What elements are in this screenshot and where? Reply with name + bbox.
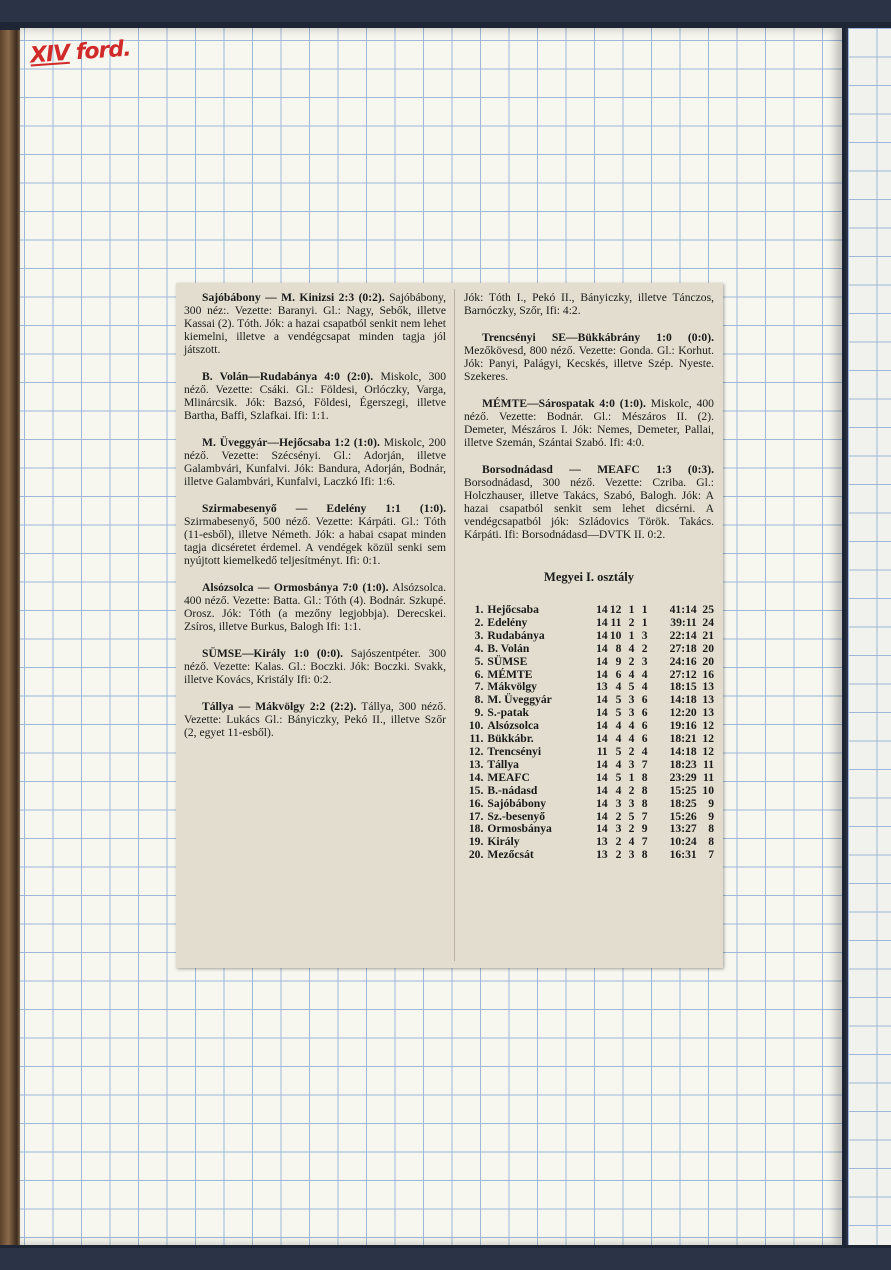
match-text: Miskolc, 300 néző. Vezette: Csáki. Gl.: Földesi, Orlóczky, Varga, Mlinárcsik. Jók: Bazsó, Földesi, Égerszegi, illetve Bartha, Baffi, Szlafkai. Ifi: 1:1. <box>184 370 446 422</box>
standings-w-cell: 4 <box>615 719 622 733</box>
standings-l-cell: 9 <box>641 822 648 836</box>
standings-w-cell: 8 <box>615 641 622 655</box>
match-text: Sajószentpéter. 300 néző. Vezette: Kalas. Gl.: Boczki. Jók: Boczki. Svakk, illetve Kovács, Kristály Ifi: 0:2. <box>184 647 446 686</box>
standings-p-cell: 14 <box>596 628 608 642</box>
match-report-continued <box>464 291 714 317</box>
standings-team-cell: Sajóbábony <box>487 796 547 810</box>
standings-rank-cell: 16. <box>468 796 484 810</box>
standings-rank-cell: 3. <box>474 628 484 642</box>
standings-l-cell: 4 <box>641 667 648 681</box>
standings-goals-cell: 24:16 <box>669 654 697 668</box>
newspaper-clipping <box>176 283 723 968</box>
table-row <box>464 604 714 617</box>
match-report <box>184 647 446 686</box>
standings-team-cell: Rudabánya <box>487 628 545 642</box>
standings-l-cell: 1 <box>641 603 648 616</box>
standings-d-cell: 2 <box>628 744 635 758</box>
standings-pts-cell: 24 <box>702 615 714 629</box>
standings-w-cell: 5 <box>615 770 622 784</box>
standings-team-cell: M. Üveggyár <box>487 693 552 707</box>
standings-p-cell: 14 <box>596 654 608 668</box>
standings-p-cell: 14 <box>596 641 608 655</box>
standings-d-cell: 3 <box>628 848 635 862</box>
standings-goals-cell: 19:16 <box>669 719 697 733</box>
standings-d-cell: 4 <box>628 719 635 733</box>
standings-l-cell: 6 <box>641 732 648 746</box>
standings-p-cell: 14 <box>596 719 608 733</box>
standings-rank-cell: 19. <box>468 835 484 849</box>
next-page-edge <box>846 28 891 1245</box>
match-report <box>184 700 446 739</box>
standings-d-cell: 3 <box>628 757 635 771</box>
standings-goals-cell: 18:21 <box>669 732 697 746</box>
match-report <box>464 397 714 449</box>
column-divider <box>454 289 455 961</box>
standings-title: Megyei I. osztály <box>544 570 634 584</box>
table-row <box>464 785 714 798</box>
standings-p-cell: 13 <box>596 835 608 849</box>
standings-w-cell: 12 <box>609 603 622 616</box>
handwritten-word: ford. <box>74 36 132 66</box>
match-text: Sajóbábony, 300 néz:. Vezette: Baranyi. Gl.: Nagy, Sebők, illetve Kassai (2). Tóth. Jók: a hazai csapatból senkit nem lehet kiemelni, illetve a vendégcsapat minden tagja jól játszott. <box>184 291 446 356</box>
standings-pts-cell: 7 <box>708 848 714 862</box>
standings-p-cell: 14 <box>596 770 608 784</box>
standings-goals-cell: 23:29 <box>669 770 697 784</box>
standings-d-cell: 4 <box>628 667 635 681</box>
standings-l-cell: 6 <box>641 693 648 707</box>
standings-goals-cell: 15:25 <box>669 783 697 797</box>
standings-pts-cell: 13 <box>702 680 714 694</box>
standings-team-cell: B. Volán <box>487 641 530 655</box>
standings-team-cell: MÉMTE <box>487 667 533 681</box>
match-heading: Borsodnádasd — MEAFC 1:3 (0:3). <box>482 463 714 476</box>
match-report <box>184 370 446 422</box>
standings-goals-cell: 10:24 <box>669 835 697 849</box>
standings-table <box>464 604 714 862</box>
standings-p-cell: 14 <box>596 603 608 616</box>
standings-goals-cell: 41:14 <box>669 603 697 616</box>
table-row <box>464 759 714 772</box>
standings-p-cell: 14 <box>596 615 608 629</box>
standings-rank-cell: 5. <box>474 654 484 668</box>
standings-l-cell: 3 <box>641 628 648 642</box>
standings-p-cell: 14 <box>596 809 608 823</box>
standings-d-cell: 3 <box>628 796 635 810</box>
standings-pts-cell: 10 <box>702 783 714 797</box>
standings-team-cell: Edelény <box>487 615 528 629</box>
standings-rank-cell: 8. <box>474 693 484 707</box>
table-row <box>464 617 714 630</box>
standings-rank-cell: 1. <box>474 603 484 616</box>
standings-pts-cell: 11 <box>703 770 714 784</box>
standings-goals-cell: 27:12 <box>669 667 697 681</box>
standings-w-cell: 2 <box>615 835 622 849</box>
standings-p-cell: 11 <box>596 744 608 758</box>
standings-d-cell: 2 <box>628 822 635 836</box>
standings-team-cell: Trencsényi <box>487 744 542 758</box>
standings-rank-cell: 18. <box>468 822 484 836</box>
match-report <box>184 502 446 567</box>
standings-team-cell: Király <box>487 835 520 849</box>
table-row <box>464 772 714 785</box>
standings-team-cell: Tállya <box>487 757 519 771</box>
standings-l-cell: 6 <box>641 706 648 720</box>
standings-w-cell: 4 <box>615 783 622 797</box>
standings-w-cell: 5 <box>615 744 622 758</box>
standings-goals-cell: 18:15 <box>669 680 697 694</box>
standings-w-cell: 2 <box>615 848 622 862</box>
match-heading: Trencsényi SE—Bükkábrány 1:0 (0:0). <box>482 331 714 344</box>
standings-pts-cell: 9 <box>708 809 714 823</box>
standings-l-cell: 7 <box>641 757 648 771</box>
standings-d-cell: 4 <box>628 835 635 849</box>
match-text: Jók: Tóth I., Pekó II., Bányiczky, illetve Tánczos, Barnóczky, Szőr, Ifi: 4:2. <box>464 291 714 317</box>
standings-goals-cell: 22:14 <box>669 628 697 642</box>
match-text: Mezőkövesd, 800 néző. Vezette: Gonda. Gl.: Korhut. Jók: Panyi, Palágyi, Kecskés, illetve Szép. Nyeste. Szekeres. <box>464 344 714 383</box>
standings-p-cell: 14 <box>596 757 608 771</box>
standings-l-cell: 6 <box>641 719 648 733</box>
standings-pts-cell: 16 <box>702 667 714 681</box>
standings-pts-cell: 20 <box>702 641 714 655</box>
match-heading: Sajóbábony — M. Kinizsi 2:3 (0:2). <box>202 291 385 304</box>
match-text: Alsózsolca. 400 néző. Vezette: Batta. Gl.: Tóth (4). Bodnár. Szkupé. Orosz. Jók: Tóth (a mezőny legjobbja). Derecskei. Zsíros, illetve Burkus, Balogh Ifi: 1:1. <box>184 581 446 633</box>
standings-d-cell: 2 <box>628 615 635 629</box>
standings-l-cell: 8 <box>641 783 648 797</box>
standings-pts-cell: 12 <box>702 719 714 733</box>
standings-d-cell: 2 <box>628 654 635 668</box>
standings-goals-cell: 14:18 <box>669 693 697 707</box>
standings-goals-cell: 18:25 <box>669 796 697 810</box>
standings-pts-cell: 25 <box>702 603 714 616</box>
match-heading: Szirmabesenyő — Edelény 1:1 (1:0). <box>202 502 446 515</box>
table-row <box>464 656 714 669</box>
standings-p-cell: 14 <box>596 796 608 810</box>
standings-d-cell: 2 <box>628 783 635 797</box>
standings-d-cell: 1 <box>628 628 635 642</box>
standings-p-cell: 13 <box>596 680 608 694</box>
standings-pts-cell: 12 <box>702 732 714 746</box>
standings-team-cell: Sz.-besenyő <box>487 809 546 823</box>
standings-w-cell: 3 <box>615 796 622 810</box>
table-row <box>464 798 714 811</box>
match-text: Tállya, 300 néző. Vezette: Lukács Gl.: Bányiczky, Pekó II., illetve Szőr (2, egyet 11-esből). <box>184 700 446 739</box>
standings-pts-cell: 21 <box>702 628 714 642</box>
match-report <box>464 463 714 541</box>
standings-l-cell: 2 <box>641 641 648 655</box>
match-heading: M. Üveggyár—Hejőcsaba 1:2 (1:0). <box>202 436 380 449</box>
right-column <box>464 291 714 862</box>
standings-d-cell: 5 <box>628 680 635 694</box>
standings-l-cell: 4 <box>641 680 648 694</box>
standings-l-cell: 8 <box>641 796 648 810</box>
standings-goals-cell: 39:11 <box>670 615 697 629</box>
left-column <box>184 291 446 753</box>
standings-w-cell: 9 <box>615 654 622 668</box>
standings-rank-cell: 13. <box>468 757 484 771</box>
standings-d-cell: 3 <box>628 706 635 720</box>
standings-rank-cell: 12. <box>468 744 484 758</box>
standings-w-cell: 5 <box>615 693 622 707</box>
standings-rank-cell: 2. <box>474 615 484 629</box>
standings-team-cell: SÜMSE <box>487 654 528 668</box>
match-heading: SÜMSE—Király 1:0 (0:0). <box>202 647 343 660</box>
standings-p-cell: 14 <box>596 706 608 720</box>
standings-rank-cell: 11. <box>469 732 484 746</box>
standings-goals-cell: 15:26 <box>669 809 697 823</box>
standings-p-cell: 14 <box>596 783 608 797</box>
table-row <box>464 849 714 862</box>
standings-w-cell: 10 <box>609 628 622 642</box>
standings-d-cell: 1 <box>628 770 635 784</box>
standings-team-cell: Ormosbánya <box>487 822 552 836</box>
standings-goals-cell: 18:23 <box>669 757 697 771</box>
table-row <box>464 630 714 643</box>
standings-w-cell: 4 <box>615 680 622 694</box>
standings-d-cell: 1 <box>628 603 635 616</box>
standings-l-cell: 7 <box>641 835 648 849</box>
match-text: Miskolc, 200 néző. Vezette: Szécsényi. Gl.: Adorján, illetve Galambvári, Kunfalvi. Jók: Bandura, Adorján, Bodnár, illetve Galambvári, Kunfalvi, Laczkó Ifi: 1:6. <box>184 436 446 488</box>
standings-l-cell: 1 <box>641 615 648 629</box>
standings-d-cell: 4 <box>628 732 635 746</box>
standings-w-cell: 2 <box>615 809 622 823</box>
standings-pts-cell: 13 <box>702 693 714 707</box>
standings-team-cell: S.-patak <box>487 706 529 720</box>
match-report <box>184 291 446 356</box>
match-report <box>184 581 446 633</box>
standings-rank-cell: 14. <box>468 770 484 784</box>
standings-w-cell: 4 <box>615 732 622 746</box>
standings-rank-cell: 17. <box>468 809 484 823</box>
match-text: Miskolc, 400 néző. Vezette: Bodnár. Gl.: Mészáros II. (2). Demeter, Mészáros I. Jók: Nemes, Demeter, Pallai, illetve Szemán, Szántai Szabó. Ifi: 4:0. <box>464 397 714 449</box>
standings-rank-cell: 9. <box>474 706 484 720</box>
standings-goals-cell: 14:18 <box>669 744 697 758</box>
match-heading: Alsózsolca — Ormosbánya 7:0 (1:0). <box>202 581 389 594</box>
standings-rank-cell: 20. <box>468 848 484 862</box>
standings-pts-cell: 8 <box>708 822 714 836</box>
match-text: Borsodnádasd, 300 néző. Vezette: Czriba. Gl.: Holczhauser, illetve Takács, Szabó, Balogh. Jók: A hazai csapatból senkit sem lehet dicsérni. A vendégcsapatból jók: Szládovics Török. Takács. Kárpáti. Ifi: Borsodnádasd—DVTK II. 0:2. <box>464 476 714 541</box>
handwritten-roman: XIV <box>29 40 71 69</box>
match-heading: B. Volán—Rudabánya 4:0 (2:0). <box>202 370 374 383</box>
standings-team-cell: Alsózsolca <box>487 719 539 733</box>
standings-l-cell: 3 <box>641 654 648 668</box>
standings-w-cell: 4 <box>615 757 622 771</box>
standings-d-cell: 4 <box>628 641 635 655</box>
standings-w-cell: 3 <box>615 822 622 836</box>
standings-l-cell: 4 <box>641 744 648 758</box>
standings-p-cell: 14 <box>596 693 608 707</box>
standings-pts-cell: 20 <box>702 654 714 668</box>
standings-goals-cell: 13:27 <box>669 822 697 836</box>
standings-goals-cell: 27:18 <box>669 641 697 655</box>
standings-team-cell: Mezőcsát <box>487 848 534 862</box>
standings-rank-cell: 15. <box>468 783 484 797</box>
standings-team-cell: B.-nádasd <box>487 783 538 797</box>
match-heading: Tállya — Mákvölgy 2:2 (2:2). <box>202 700 357 713</box>
standings-w-cell: 6 <box>615 667 622 681</box>
match-heading: MÉMTE—Sárospatak 4:0 (1:0). <box>482 397 646 410</box>
match-text: Szirmabesenyő, 500 néző. Vezette: Kárpáti. Gl.: Tóth (11-esből), illetve Németh. Jók: a habai csapat minden tagja dicséretet érdemel. A vendégek közül senki sem nyújtott kiemelkedő teljesítményt. Ifi: 0:1. <box>184 515 446 567</box>
match-report <box>464 331 714 383</box>
standings-d-cell: 5 <box>628 809 635 823</box>
standings-pts-cell: 12 <box>702 744 714 758</box>
standings-pts-cell: 9 <box>708 796 714 810</box>
table-row <box>464 746 714 759</box>
standings-rank-cell: 4. <box>474 641 484 655</box>
standings-rank-cell: 10. <box>468 719 484 733</box>
standings-p-cell: 14 <box>596 822 608 836</box>
match-report <box>184 436 446 488</box>
standings-w-cell: 11 <box>610 615 622 629</box>
standings-l-cell: 8 <box>641 848 648 862</box>
standings-team-cell: Bükkábr. <box>487 732 534 746</box>
standings-d-cell: 3 <box>628 693 635 707</box>
standings-pts-cell: 13 <box>702 706 714 720</box>
standings-goals-cell: 12:20 <box>669 706 697 720</box>
standings-p-cell: 14 <box>596 667 608 681</box>
standings-team-cell: Hejőcsaba <box>487 603 539 616</box>
standings-team-cell: MEAFC <box>487 770 530 784</box>
standings-l-cell: 8 <box>641 770 648 784</box>
standings-goals-cell: 16:31 <box>669 848 697 862</box>
standings-p-cell: 14 <box>596 732 608 746</box>
standings-w-cell: 5 <box>615 706 622 720</box>
standings-rank-cell: 7. <box>474 680 484 694</box>
standings-l-cell: 7 <box>641 809 648 823</box>
standings-pts-cell: 11 <box>703 757 714 771</box>
standings-rank-cell: 6. <box>474 667 484 681</box>
table-row <box>464 643 714 656</box>
standings-team-cell: Mákvölgy <box>487 680 537 694</box>
standings-p-cell: 13 <box>596 848 608 862</box>
standings-pts-cell: 8 <box>708 835 714 849</box>
